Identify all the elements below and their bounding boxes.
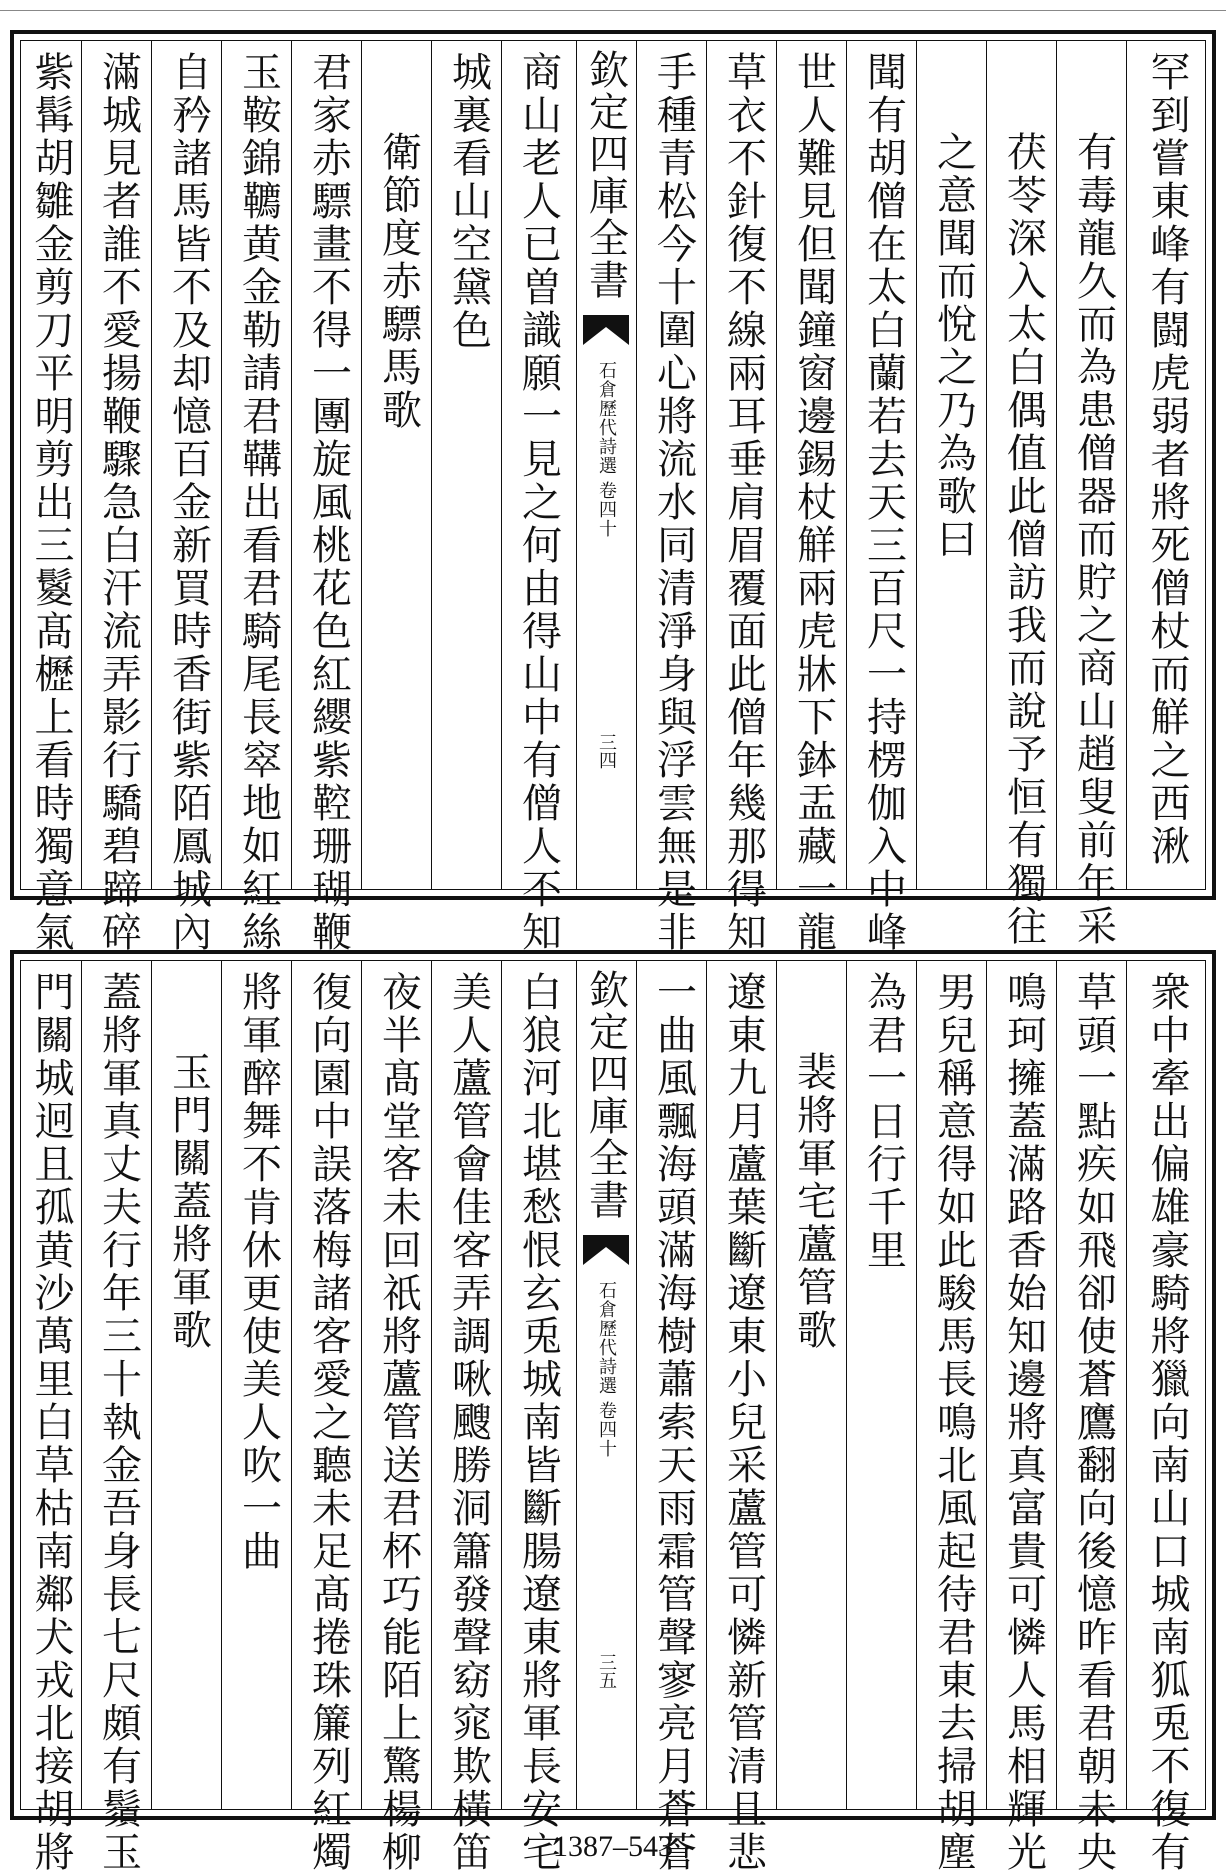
folio-number: 三五 [596, 1653, 617, 1689]
column-text: 將軍醉舞不肯休更使美人吹一曲 [235, 971, 282, 1573]
text-column [1131, 51, 1203, 879]
column-rule [776, 961, 777, 1809]
text-column [366, 51, 431, 879]
column-rule [986, 41, 987, 889]
column-rule [846, 961, 847, 1809]
text-column [296, 971, 361, 1874]
fishtail-mark-icon [583, 1225, 629, 1271]
column-text: 罕到嘗東峰有闘虎弱者將死僧杖而觧之西湫 [1144, 51, 1190, 868]
text-column [506, 51, 571, 954]
text-column [711, 51, 776, 954]
text-column [436, 51, 501, 879]
column-text: 蓋將軍真丈夫行年三十執金吾身長七尺頗有鬚玉 [95, 971, 142, 1874]
text-column [921, 51, 986, 879]
text-column [641, 51, 706, 954]
text-column [366, 971, 431, 1874]
volume-label [593, 1281, 619, 1458]
text-column [851, 51, 916, 954]
column-text: 男兒稱意得如此駿馬長鳴北風起待君東去掃胡塵 [930, 971, 977, 1874]
page-number: 1387–543 [553, 1830, 673, 1863]
column-text: 鳴珂擁蓋滿路香始知邊將真富貴可憐人馬相輝光 [1000, 971, 1047, 1874]
column-rule [501, 41, 502, 889]
column-text: 衛節度赤驃馬歌 [375, 131, 422, 432]
text-column [781, 971, 846, 1799]
column-text: 夜半髙堂客未回祇將蘆管送君杯巧能陌上驚楊柳 [375, 971, 422, 1874]
column-rule [576, 961, 577, 1809]
text-column [436, 971, 501, 1874]
column-text: 商山老人已曽識願一見之何由得山中有僧人不知 [515, 51, 562, 954]
column-text: 為君一日行千里 [860, 971, 907, 1272]
column-text: 自矜諸馬皆不及却憶百金新買時香街紫陌鳳城內 [165, 51, 212, 954]
text-column [851, 971, 916, 1799]
column-text: 草頭一點疾如飛卻使蒼鷹翻向後憶昨看君朝未央 [1070, 971, 1117, 1874]
text-column [86, 51, 151, 954]
column-rule [916, 961, 917, 1809]
column-rule [81, 961, 82, 1809]
column-text: 君家赤驃畫不得一團旋風桃花色紅纓紫鞚珊瑚鞭 [305, 51, 352, 954]
column-rule [636, 41, 637, 889]
column-rule [501, 961, 502, 1809]
column-text: 復向園中誤落梅諸客愛之聽未足髙捲珠簾列紅燭 [305, 971, 352, 1874]
text-column [711, 971, 776, 1874]
column-text: 裴將軍宅蘆管歌 [790, 1051, 837, 1352]
text-column [641, 971, 706, 1874]
text-column [1061, 971, 1126, 1874]
column-text: 遼東九月蘆葉斷遼東小兒采蘆管可憐新管清且悲 [720, 971, 767, 1874]
text-column [991, 971, 1056, 1874]
text-column [921, 971, 986, 1874]
column-text: 白狼河北堪愁恨玄兎城南皆斷腸遼東將軍長安宅 [515, 971, 562, 1874]
column-text: 衆中牽出偏雄豪騎將獵向南山口城南狐兎不復有 [1144, 971, 1190, 1874]
column-rule [221, 41, 222, 889]
text-column [991, 51, 1056, 948]
column-text: 茯苓深入太白偶值此僧訪我而說予恒有獨往 [1000, 131, 1047, 948]
column-rule [221, 961, 222, 1809]
volume-label [593, 361, 619, 538]
column-rule [576, 41, 577, 889]
column-text: 滿城見者誰不愛揚鞭驟急白汗流弄影行驕碧蹄碎 [95, 51, 142, 954]
volume-number: 卷四十 [596, 1401, 617, 1458]
folio-number: 三四 [596, 733, 617, 769]
text-column [156, 51, 221, 954]
column-rule [706, 961, 707, 1809]
column-rule [81, 41, 82, 889]
column-text: 門關城迥且孤黄沙萬里白草枯南鄰犬戎北接胡將 [28, 971, 74, 1874]
column-rule [431, 41, 432, 889]
column-rule [846, 41, 847, 889]
column-rule [151, 961, 152, 1809]
page-frame [10, 30, 1216, 954]
text-column [86, 971, 151, 1874]
column-text: 城裏看山空黛色 [445, 51, 492, 352]
column-rule [1056, 961, 1057, 1809]
text-column [21, 971, 81, 1874]
page-frame-inner [20, 40, 1206, 954]
column-text: 有毒龍久而為患僧器而貯之商山趙叟前年采 [1070, 131, 1117, 948]
column-rule [776, 41, 777, 889]
column-rule [361, 41, 362, 889]
collection-title: 石倉歷代詩選 [596, 361, 617, 475]
text-column [226, 971, 291, 1799]
column-rule [1126, 41, 1127, 889]
volume-number: 卷四十 [596, 481, 617, 538]
column-rule [706, 41, 707, 889]
collection-title: 石倉歷代詩選 [596, 1281, 617, 1395]
column-text: 手種青松今十圍心將流水同清淨身與浮雲無是非 [650, 51, 697, 954]
column-text: 玉鞍錦韀黄金勒請君鞲出看君騎尾長窣地如紅絲 [235, 51, 282, 954]
column-text: 世人難見但聞鐘窗邊錫杖觧兩虎牀下鉢盂藏一龍 [790, 51, 837, 954]
column-rule [636, 961, 637, 1809]
column-text: 紫髯胡雛金剪刀平明剪出三鬉髙櫪上看時獨意氣 [28, 51, 74, 954]
column-text: 草衣不針復不線兩耳垂肩眉覆面此僧年幾那得知 [720, 51, 767, 954]
text-column [296, 51, 361, 954]
column-rule [986, 961, 987, 1809]
text-column [21, 51, 81, 954]
text-column [226, 51, 291, 954]
center-fold [576, 961, 636, 1809]
column-rule [291, 41, 292, 889]
column-text: 美人蘆管會佳客弄調啾颼勝洞簫發聲窈窕欺橫笛 [445, 971, 492, 1874]
column-text: 之意聞而悅之乃為歌曰 [930, 131, 977, 561]
column-text: 一曲風飄海頭滿海樹蕭索天雨霜管聲寥亮月蒼蒼 [650, 971, 697, 1874]
column-text: 玉門關蓋將軍歌 [165, 1051, 212, 1352]
column-rule [151, 41, 152, 889]
text-column [1061, 51, 1126, 948]
book-title: 欽定四庫全書 [582, 49, 629, 301]
column-rule [1126, 961, 1127, 1809]
column-rule [1056, 41, 1057, 889]
column-rule [291, 961, 292, 1809]
book-title: 欽定四庫全書 [582, 969, 629, 1221]
column-rule [431, 961, 432, 1809]
center-fold [576, 41, 636, 889]
column-text: 聞有胡僧在太白蘭若去天三百尺一持楞伽入中峰 [860, 51, 907, 954]
column-rule [916, 41, 917, 889]
text-column [156, 971, 221, 1799]
fishtail-mark-icon [583, 305, 629, 351]
column-rule [361, 961, 362, 1809]
text-column [781, 51, 846, 954]
text-column [1131, 971, 1203, 1874]
text-column [506, 971, 571, 1874]
